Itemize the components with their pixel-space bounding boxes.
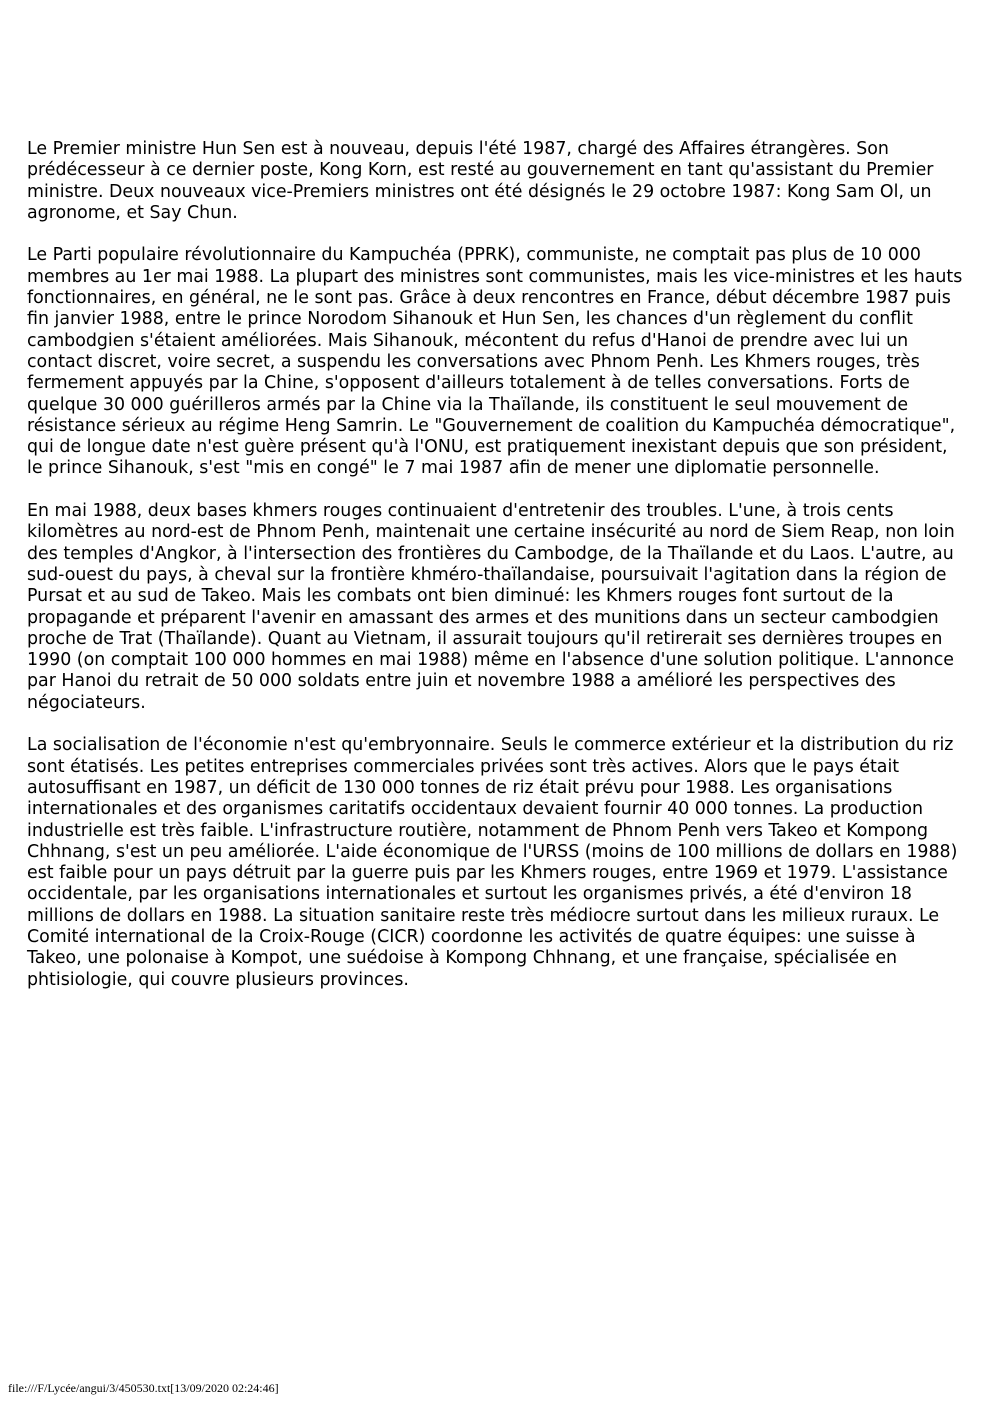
paragraph-3: En mai 1988, deux bases khmers rouges continuaient d'entretenir des troubles. L'une, à trois cents kilomètres au nord-est de Phnom Penh, maintenait une certaine insécurité au nord de Siem Reap, non loin des temples d'Angkor, à l'intersection des frontières du Cambodge, de la Thaïlande et du Laos. L'autre, au sud-ouest du pays, à cheval sur la frontière khméro-thaïlandaise, poursuivait l'agitation dans la région de Pursat et au sud de Takeo. Mais les combats ont bien diminué: les Khmers rouges font surtout de la propagande et préparent l'avenir en amassant des armes et des munitions dans un secteur cambodgien proche de Trat (Thaïlande). Quant au Vietnam, il assurait toujours qu'il retirerait ses dernières troupes en 1990 (on comptait 100 000 hommes en mai 1988) même en l'absence d'une solution politique. L'annonce par Hanoi du retrait de 50 000 soldats entre juin et novembre 1988 a amélioré les perspectives des négociateurs. — [27, 501, 955, 713]
document-body — [27, 139, 967, 1012]
paragraph-2: Le Parti populaire révolutionnaire du Kampuchéa (PPRK), communiste, ne comptait pas plus de 10 000 membres au 1er mai 1988. La plupart des ministres sont communistes, mais les vice-ministres et les hauts fonctionnaires, en général, ne le sont pas. Grâce à deux rencontres en France, début décembre 1987 puis fin janvier 1988, entre le prince Norodom Sihanouk et Hun Sen, les chances d'un règlement du conflit cambodgien s'étaient améliorées. Mais Sihanouk, mécontent du refus d'Hanoi de prendre avec lui un contact discret, voire secret, a suspendu les conversations avec Phnom Penh. Les Khmers rouges, très fermement appuyés par la Chine, s'opposent d'ailleurs totalement à de telles conversations. Forts de quelque 30 000 guérilleros armés par la Chine via la Thaïlande, ils constituent le seul mouvement de résistance sérieux au régime Heng Samrin. Le "Gouvernement de coalition du Kampuchéa démocratique", qui de longue date n'est guère présent qu'à l'ONU, est pratiquement inexistant depuis que son président, le prince Sihanouk, s'est "mis en congé" le 7 mai 1987 afin de mener une diplomatie personnelle. — [27, 245, 963, 479]
file-path-footer: file:///F/Lycée/angui/3/450530.txt[13/09/2020 02:24:46] — [8, 1381, 279, 1395]
paragraph-1: Le Premier ministre Hun Sen est à nouveau, depuis l'été 1987, chargé des Affaires étrangères. Son prédécesseur à ce dernier poste, Kong Korn, est resté au gouvernement en tant qu'assistant du Premier ministre. Deux nouveaux vice-Premiers ministres ont été désignés le 29 octobre 1987: Kong Sam Ol, un agronome, et Say Chun. — [27, 139, 934, 223]
paragraph-4: La socialisation de l'économie n'est qu'embryonnaire. Seuls le commerce extérieur et la distribution du riz sont étatisés. Les petites entreprises commerciales privées sont très actives. Alors que le pays était autosuffisant en 1987, un déficit de 130 000 tonnes de riz était prévu pour 1988. Les organisations internationales et des organismes caritatifs occidentaux devaient fournir 40 000 tonnes. La production industrielle est très faible. L'infrastructure routière, notamment de Phnom Penh vers Takeo et Kompong Chhnang, s'est un peu améliorée. L'aide économique de l'URSS (moins de 100 millions de dollars en 1988) est faible pour un pays détruit par la guerre puis par les Khmers rouges, entre 1969 et 1979. L'assistance occidentale, par les organisations internationales et surtout les organismes privés, a été d'environ 18 millions de dollars en 1988. La situation sanitaire reste très médiocre surtout dans les milieux ruraux. Le Comité international de la Croix-Rouge (CICR) coordonne les activités de quatre équipes: une suisse à Takeo, une polonaise à Kompot, une suédoise à Kompong Chhnang, et une française, spécialisée en phtisiologie, qui couvre plusieurs provinces. — [27, 735, 958, 990]
